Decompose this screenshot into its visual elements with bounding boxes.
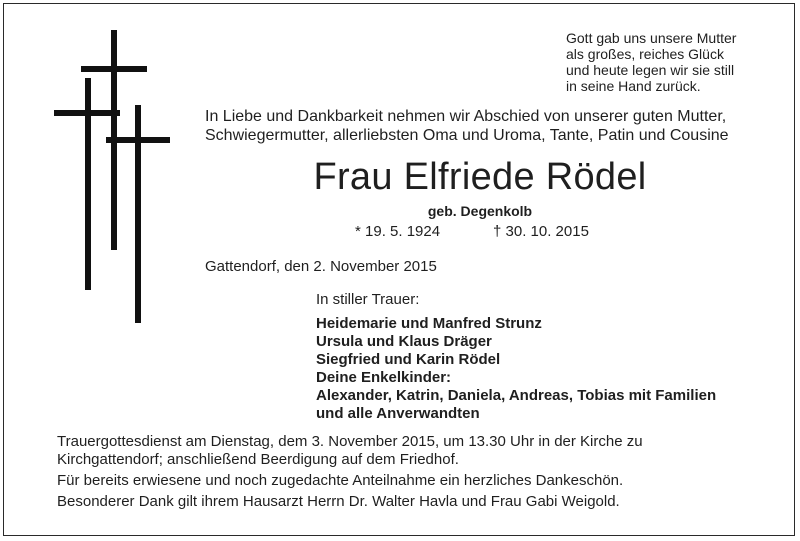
mourners-heading: In stiller Trauer: — [316, 291, 420, 308]
cross-left — [85, 78, 91, 290]
poem-line: als großes, reiches Glück — [566, 46, 724, 62]
mourners-block — [316, 290, 786, 423]
footer-text — [57, 433, 777, 511]
poem-line: und heute legen wir sie still — [566, 62, 735, 78]
intro-text — [205, 107, 785, 145]
service-line: Kirchgattendorf; anschließend Beerdigung auf dem Friedhof. — [57, 451, 459, 468]
poem — [566, 30, 786, 94]
mourner-line: Heidemarie und Manfred Strunz — [316, 315, 542, 332]
life-dates — [355, 223, 615, 243]
intro-line: Schwiegermutter, allerliebsten Oma und Uroma, Tante, Patin und Cousine — [205, 127, 729, 144]
special-thanks-line: Besonderer Dank gilt ihrem Hausarzt Herrn Dr. Walter Havla und Frau Gabi Weigold. — [57, 493, 620, 510]
cross-left-beam — [54, 110, 120, 116]
death-date: † 30. 10. 2015 — [493, 223, 589, 240]
deceased-name: Frau Elfriede Rödel — [313, 156, 647, 198]
poem-line: Gott gab uns unsere Mutter — [566, 30, 737, 46]
cross-right-beam — [106, 137, 170, 143]
mourner-line: Alexander, Katrin, Daniela, Andreas, Tobias mit Familien — [316, 387, 717, 404]
poem-line: in seine Hand zurück. — [566, 78, 701, 94]
place-and-date: Gattendorf, den 2. November 2015 — [205, 258, 437, 275]
mourner-line: Deine Enkelkinder: — [316, 369, 452, 386]
intro-line: In Liebe und Dankbarkeit nehmen wir Abschied von unserer guten Mutter, — [205, 108, 727, 125]
crosses-icon — [50, 30, 180, 330]
thanks-line: Für bereits erwiesene und noch zugedachte Anteilnahme ein herzliches Dankeschön. — [57, 472, 624, 489]
mourner-line: Siegfried und Karin Rödel — [316, 351, 501, 368]
cross-center-beam — [81, 66, 147, 72]
mourner-line: und alle Anverwandten — [316, 405, 480, 422]
birth-date: * 19. 5. 1924 — [355, 223, 441, 240]
maiden-name: geb. Degenkolb — [427, 203, 533, 219]
mourner-line: Ursula und Klaus Dräger — [316, 333, 492, 350]
service-line: Trauergottesdienst am Dienstag, dem 3. November 2015, um 13.30 Uhr in der Kirche zu — [57, 433, 643, 450]
